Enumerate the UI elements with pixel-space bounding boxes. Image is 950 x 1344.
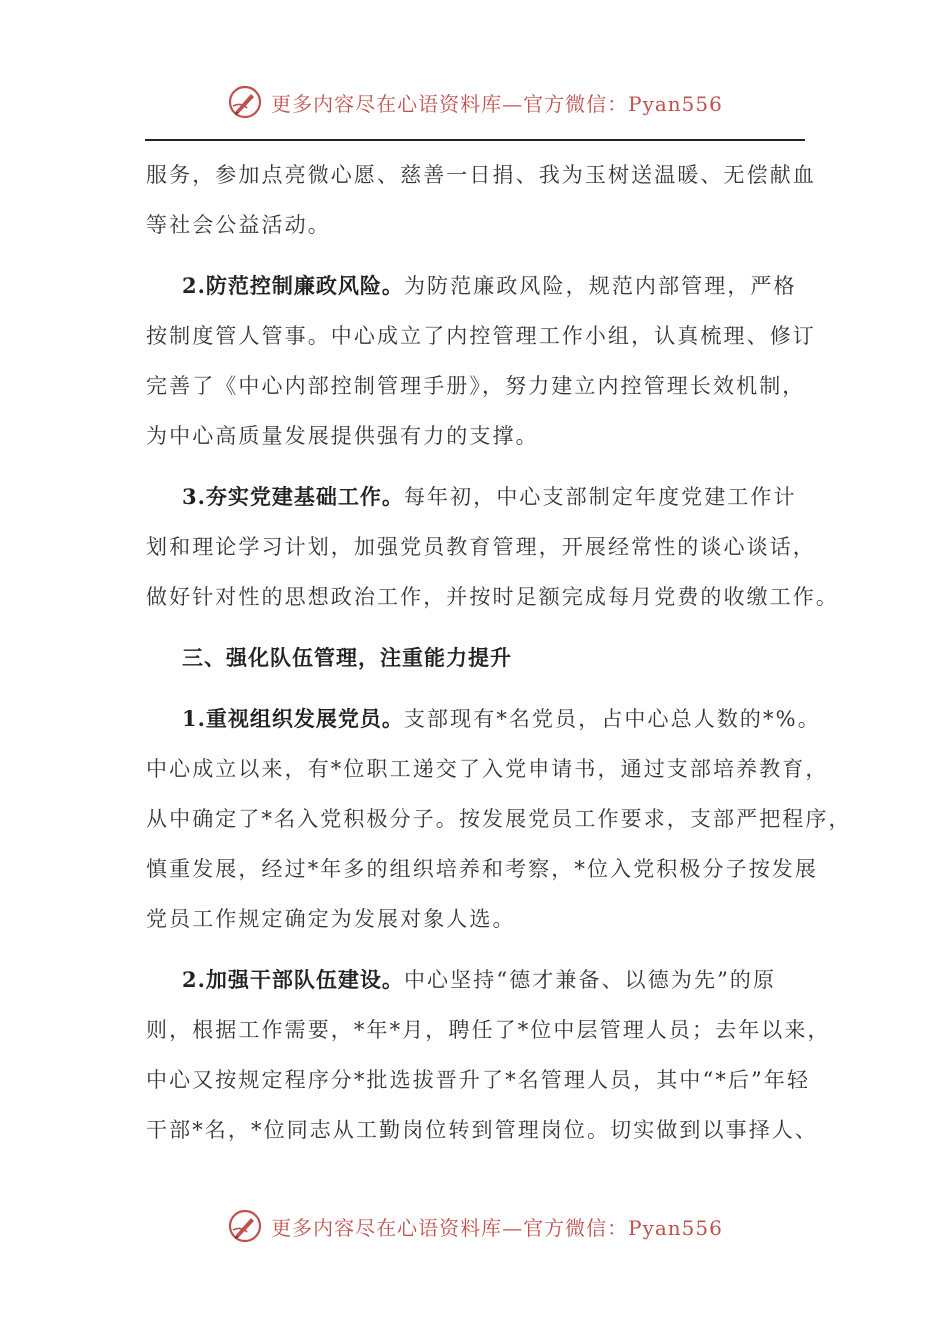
text-segment: 为防范廉政风险，规范内部管理，严格 bbox=[403, 274, 797, 298]
text-segment: 支部现有*名党员，占中心总人数的*%。 bbox=[403, 707, 821, 731]
text-line: 划和理论学习计划，加强党员教育管理，开展经常性的谈心谈话， bbox=[146, 535, 816, 559]
document-body bbox=[146, 150, 852, 1155]
paragraph-first-line bbox=[146, 261, 810, 311]
text-line: 等社会公益活动。 bbox=[146, 213, 331, 237]
paragraph-first-line bbox=[146, 955, 810, 1005]
text-line: 中心成立以来，有*位职工递交了入党申请书，通过支部培养教育， bbox=[146, 757, 829, 781]
text-line: 中心又按规定程序分*批选拔晋升了*名管理人员，其中“*后”年轻 bbox=[146, 1068, 811, 1092]
paragraph-lead: 2.防范控制廉政风险。 bbox=[182, 273, 404, 298]
text-segment: 中心坚持“德才兼备、以德为先”的原 bbox=[403, 968, 777, 992]
text-line: 从中确定了*名入党积极分子。按发展党员工作要求，支部严把程序， bbox=[146, 807, 852, 831]
text-line: 党员工作规定确定为发展对象人选。 bbox=[146, 907, 516, 931]
text-line: 服务，参加点亮微心愿、慈善一日捐、我为玉树送温暖、无偿献血 bbox=[146, 163, 816, 187]
pen-logo-icon bbox=[227, 84, 263, 120]
header-divider bbox=[145, 139, 805, 141]
text-line: 完善了《中心内部控制管理手册》，努力建立内控管理长效机制， bbox=[146, 374, 806, 398]
header-banner-text: 更多内容尽在心语资料库—官方微信：Pyan556 bbox=[271, 91, 723, 116]
paragraph-lead: 1.重视组织发展党员。 bbox=[182, 706, 404, 731]
footer-banner-text: 更多内容尽在心语资料库—官方微信：Pyan556 bbox=[271, 1215, 723, 1240]
text-line: 慎重发展，经过*年多的组织培养和考察，*位入党积极分子按发展 bbox=[146, 857, 818, 881]
text-line: 为中心高质量发展提供强有力的支撑。 bbox=[146, 424, 539, 448]
paragraph-lead: 2.加强干部队伍建设。 bbox=[182, 967, 404, 992]
paragraph-lead: 3.夯实党建基础工作。 bbox=[182, 484, 404, 509]
paragraph-first-line bbox=[146, 472, 810, 522]
paragraph-first-line bbox=[146, 694, 821, 744]
text-line: 按制度管人管事。中心成立了内控管理工作小组，认真梳理、修订 bbox=[146, 324, 816, 348]
header-banner bbox=[0, 84, 950, 120]
text-segment: 每年初，中心支部制定年度党建工作计 bbox=[403, 485, 797, 509]
text-line: 做好针对性的思想政治工作，并按时足额完成每月党费的收缴工作。 bbox=[146, 585, 839, 609]
text-line: 干部*名，*位同志从工勤岗位转到管理岗位。切实做到以事择人、 bbox=[146, 1118, 818, 1142]
section-heading: 三、强化队伍管理，注重能力提升 bbox=[182, 645, 512, 670]
pen-logo-icon bbox=[227, 1208, 263, 1244]
footer-banner bbox=[0, 1208, 950, 1244]
text-line: 则，根据工作需要，*年*月，聘任了*位中层管理人员；去年以来， bbox=[146, 1018, 831, 1042]
